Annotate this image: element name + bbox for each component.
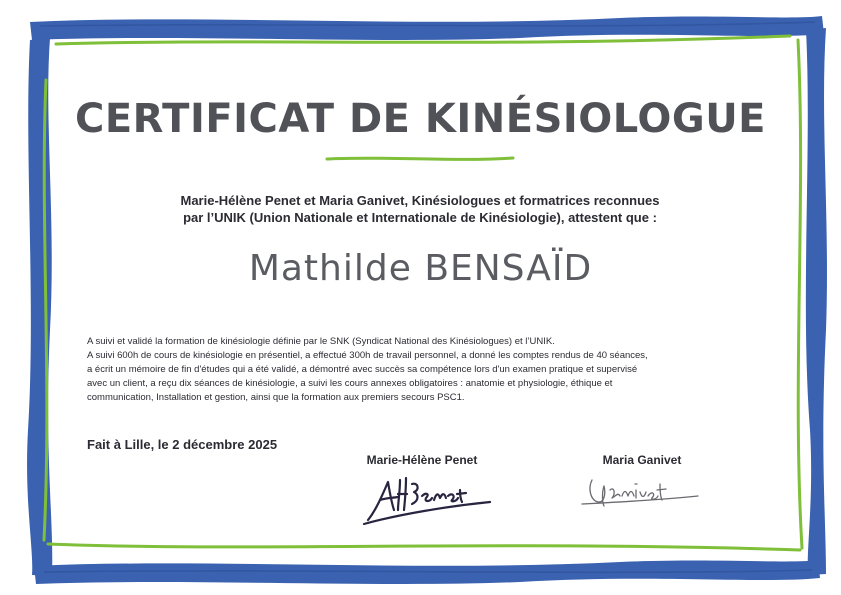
certificate-title: CERTIFICAT DE KINÉSIOLOGUE (74, 96, 766, 142)
certification-details (87, 335, 767, 405)
intro-line: Marie-Hélène Penet et Maria Ganivet, Kinésiologues et formatrices reconnues (180, 193, 660, 208)
intro-statement (100, 192, 740, 226)
detail-line: avec un client, a reçu dix séances de kinésiologie, a suivi les cours annexes obligatoires : anatomie et physiologie, éthique et (87, 378, 613, 389)
detail-line: a écrit un mémoire de fin d'études qui a été validé, a démontré avec succès sa compétence lors d'un examen pratique et supervisé (87, 364, 638, 375)
title-underline (325, 154, 515, 164)
signer-name-ganivet: Maria Ganivet (602, 453, 682, 467)
detail-line: A suivi et validé la formation de kinésiologie définie par le SNK (Syndicat National des Kinésiologues) et l’UNIK. (87, 336, 555, 347)
signature-penet (360, 470, 495, 528)
intro-line: par l’UNIK (Union Nationale et Internationale de Kinésiologie), attestent que : (183, 210, 657, 225)
recipient-name: Mathilde BENSAÏD (248, 248, 593, 289)
detail-line: A suivi 600h de cours de kinésiologie en présentiel, a effectué 300h de travail personnel, a donné les comptes rendus de 40 séances, (87, 350, 648, 361)
detail-line: communication, Installation et gestion, ainsi que la formation aux premiers secours PSC1. (87, 392, 465, 403)
place-and-date: Fait à Lille, le 2 décembre 2025 (87, 437, 278, 452)
signature-ganivet (580, 472, 705, 517)
signer-name-penet: Marie-Hélène Penet (366, 453, 478, 467)
